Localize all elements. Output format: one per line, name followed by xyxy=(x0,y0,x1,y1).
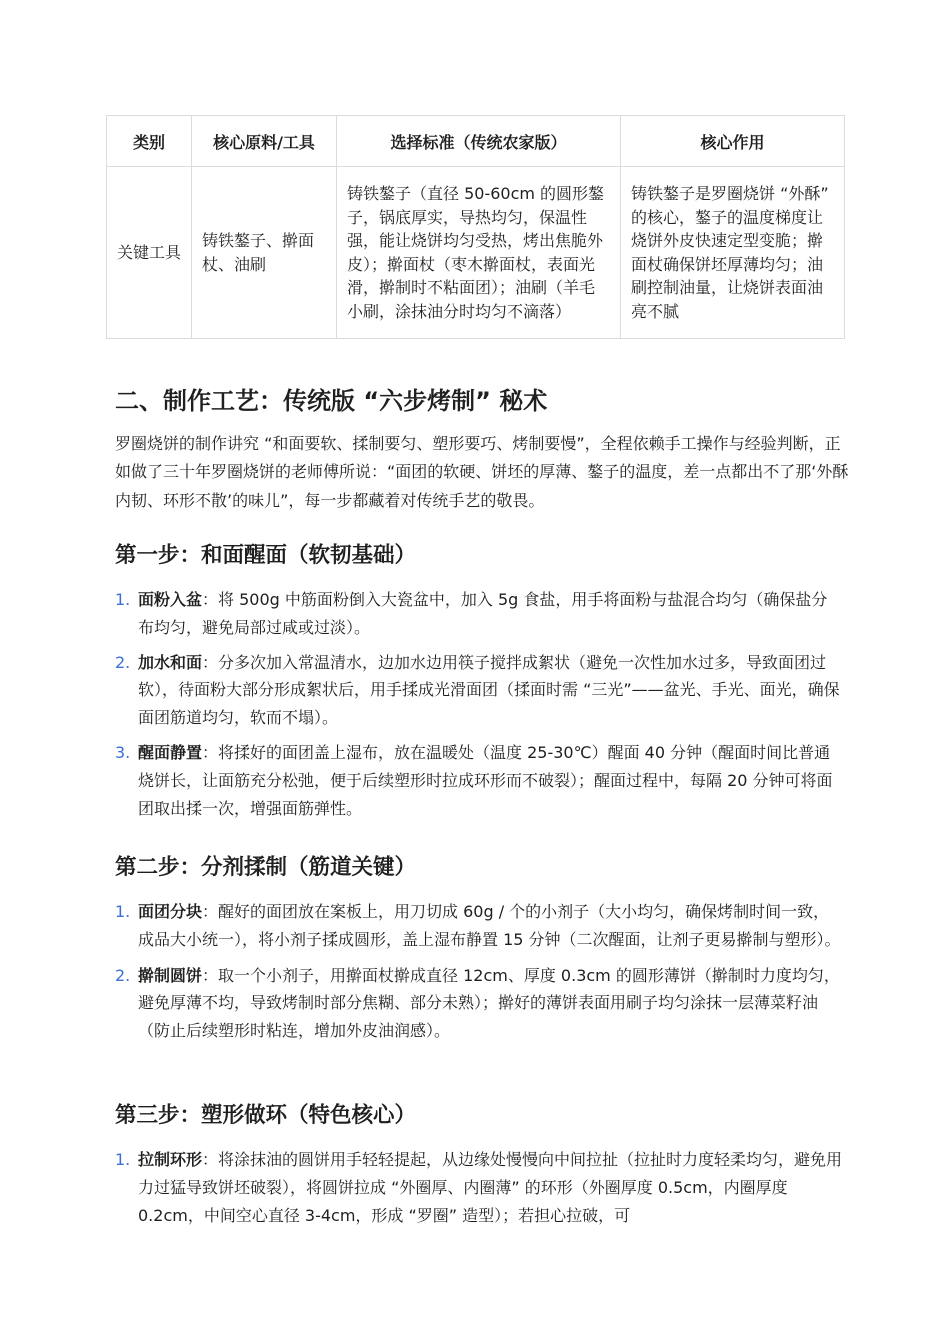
table-header-row xyxy=(107,116,845,167)
list-item xyxy=(115,649,843,732)
list-item-label: 加水和面 xyxy=(138,652,203,672)
list-item xyxy=(115,586,843,642)
list-item-text: ：醒好的面团放在案板上，用刀切成 60g / 个的小剂子（大小均匀，确保烤制时间一致，成品大小统一），将小剂子揉成圆形，盖上湿布静置 15 分钟（二次醒面，让剂子更易擀制与塑形）。 xyxy=(138,902,841,949)
list-number: 2. xyxy=(115,965,131,985)
ingredients-table xyxy=(106,115,845,339)
list-item-text: ：将揉好的面团盖上湿布，放在温暖处（温度 25-30℃）醒面 40 分钟（醒面时间比普通烧饼长，让面筋充分松弛，便于后续塑形时拉成环形而不破裂）；醒面过程中，每隔 20 分钟可将面团取出揉一次，增强面筋弹性。 xyxy=(138,742,833,818)
step1-list xyxy=(115,586,843,822)
list-item-label: 拉制环形 xyxy=(138,1150,203,1169)
list-item-text: ：分多次加入常温清水，边加水边用筷子搅拌成絮状（避免一次性加水过多，导致面团过软），待面粉大部分形成絮状后，用手揉成光滑面团（揉面时需 “三光”——盆光、手光、面光，确保面团筋道均匀，软而不塌）。 xyxy=(138,652,840,728)
step3-list xyxy=(115,1146,843,1229)
table-row xyxy=(107,167,845,339)
table-header-items: 核心原料/工具 xyxy=(192,116,337,167)
table-cell-standard: 铸铁鏊子（直径 50-60cm 的圆形鏊子，锅底厚实，导热均匀，保温性强，能让烧饼均匀受热，烤出焦脆外皮）；擀面杖（枣木擀面杖，表面光滑，擀制时不粘面团）；油刷（羊毛小刷，涂抹油分时均匀不滴落） xyxy=(337,167,621,339)
table-cell-role: 铸铁鏊子是罗圈烧饼 “外酥” 的核心，鏊子的温度梯度让烧饼外皮快速定型变脆；擀面杖确保饼坯厚薄均匀；油刷控制油量，让烧饼表面油亮不腻 xyxy=(621,167,845,339)
list-item-label: 面团分块 xyxy=(138,902,203,921)
list-number: 1. xyxy=(115,902,131,921)
table-header-standard: 选择标准（传统农家版） xyxy=(337,116,621,167)
step2-list xyxy=(115,898,843,1045)
table-header-role: 核心作用 xyxy=(621,116,845,167)
table-header-category: 类别 xyxy=(107,116,192,167)
list-number: 2. xyxy=(115,652,131,672)
section-intro-paragraph: 罗圈烧饼的制作讲究 “和面要软、揉制要匀、塑形要巧、烤制要慢”，全程依赖手工操作与经验判断，正如做了三十年罗圈烧饼的老师傅所说：“面团的软硬、饼坯的厚薄、鏊子的温度，差一点都出不了那‘外酥内韧、环形不散’的味儿”，每一步都藏着对传统手艺的敬畏。 xyxy=(115,434,849,510)
step1-heading: 第一步：和面醒面（软韧基础） xyxy=(115,543,417,568)
list-item-label: 醒面静置 xyxy=(138,742,203,762)
list-item-label: 面粉入盆 xyxy=(138,590,203,609)
list-number: 1. xyxy=(115,1150,131,1169)
list-item-text: ：将涂抹油的圆饼用手轻轻提起，从边缘处慢慢向中间拉扯（拉扯时力度轻柔均匀，避免用力过猛导致饼坯破裂），将圆饼拉成 “外圈厚、内圈薄” 的环形（外圈厚度 0.5cm，内圈厚度 0.2cm，中间空心直径 3-4cm，形成 “罗圈” 造型）；若担心拉破，可 xyxy=(138,1150,843,1225)
list-number: 3. xyxy=(115,742,131,762)
list-item-text: ：将 500g 中筋面粉倒入大瓷盆中，加入 5g 食盐，用手将面粉与盐混合均匀（确保盐分布均匀，避免局部过咸或过淡）。 xyxy=(138,590,828,637)
table-cell-items: 铸铁鏊子、擀面杖、油刷 xyxy=(192,167,337,339)
step2-heading: 第二步：分剂揉制（筋道关键） xyxy=(115,855,417,880)
list-item-text: ：取一个小剂子，用擀面杖擀成直径 12cm、厚度 0.3cm 的圆形薄饼（擀制时力度均匀，避免厚薄不均，导致烤制时部分焦糊、部分未熟）；擀好的薄饼表面用刷子均匀涂抹一层薄菜籽油（防止后续塑形时粘连，增加外皮油润感）。 xyxy=(138,965,840,1041)
list-number: 1. xyxy=(115,590,131,609)
list-item xyxy=(115,898,843,954)
list-item xyxy=(115,1146,843,1229)
section-heading: 二、制作工艺：传统版 “六步烤制” 秘术 xyxy=(115,387,548,415)
table-cell-category: 关键工具 xyxy=(107,167,192,339)
step3-heading: 第三步：塑形做环（特色核心） xyxy=(115,1103,417,1128)
list-item xyxy=(115,739,843,822)
list-item xyxy=(115,962,843,1045)
list-item-label: 擀制圆饼 xyxy=(138,965,203,985)
